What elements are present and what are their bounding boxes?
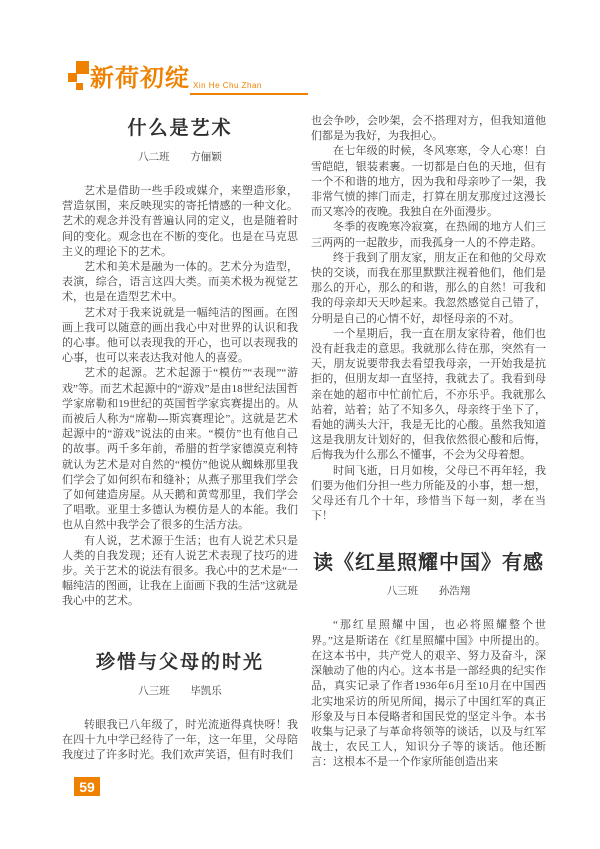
article-paragraph: 时间飞逝，日月如梭，父母已不再年轻，我们要为他们分担一些力所能及的小事，想一想，父母还有几个十年，珍惜当下每一刻，孝在当下！ (311, 464, 546, 523)
magazine-logo-subtitle: Xin He Chu Zhan (193, 81, 262, 90)
logo-squares-icon (68, 60, 90, 92)
logo-underline (190, 93, 308, 95)
article-paragraph: 转眼我已八年级了，时光流逝得真快呀！我在四十九中学已经待了一年，这一年里，父母陪我度过了许多时光。我们欢声笑语，但有时我们 (62, 719, 298, 762)
article-byline (62, 685, 298, 699)
article-paragraph: 终于我到了朋友家，朋友正在和他的父母欢快的交谈，而我在那里默默注视着他们，他们是那么的开心，那么的和谐，那么的自然！可我和我的母亲却天天吵起来。我忽然感觉自己错了，分明是自己的心情不好，却怪母亲的不对。 (311, 251, 546, 325)
article-byline (62, 151, 298, 165)
author-class: 八三班 (386, 586, 419, 598)
article-byline (311, 585, 546, 599)
logo-square-large (76, 61, 89, 74)
article-paragraph: 有人说，艺术源于生活；也有人说艺术只是人类的自我发现；还有人说艺术表现了技巧的进步。关于艺术的说法有很多。我心中的艺术是“一幅纯洁的图画，让我在上面画下我的生活”这就是我心中的艺术。 (62, 534, 298, 608)
article-paragraph: 在七年级的时候，冬风寒寒，令人心寒！白雪皑皑，银装素裹。一切都是白色的天地，但有一个不和谐的地方，因为我和母亲吵了一架，我非常气愤的摔门而走，打算在朋友那度过这漫长而又寒冷的夜晚。我独自在外面漫步。 (311, 145, 546, 219)
logo-square-small (76, 83, 83, 90)
article-paragraph: 一个星期后，我一直在朋友家待着，他们也没有赶我走的意思。我就那么待在那，突然有一天，朋友说要带我去看望我母亲，一开始我是抗拒的，但朋友却一直坚持，我就去了。我看到母亲在她的超市中忙前忙后，不亦乐乎。我就那么站着，站着；站了不知多久，母亲终于坐下了，看她的满头大汗，我是无比的心酸。虽然我知道这是我朋友计划好的，但我依然很心酸和后悔，后悔我为什么那么不懂事，不会为父母着想。 (311, 327, 546, 462)
article-cherish-time-continued (311, 114, 546, 524)
page-number-badge (74, 777, 100, 796)
article-what-is-art (62, 116, 298, 610)
author-name: 毕凯乐 (190, 686, 222, 697)
article-cherish-time (62, 650, 298, 764)
article-paragraph: 艺术对于我来说就是一幅纯洁的图画。在图画上我可以随意的画出我心中对世界的认识和我的心事。他可以表现我的开心，也可以表现我的心事，也可以来表达我对他人的喜爱。 (62, 306, 298, 365)
article-title: 读《红星照耀中国》有感 (313, 552, 544, 575)
left-column (62, 116, 298, 610)
article-red-star (311, 550, 546, 770)
article-paragraph: 冬季的夜晚寒冷寂寞，在热闹的地方人们三三两两的一起散步，而我孤身一人的不停走路。 (311, 221, 546, 249)
author-class: 八二班 (138, 152, 170, 163)
article-paragraph: 也会争吵，会吵架，会不搭理对方，但我知道他们都是为我好，为我担心。 (311, 115, 546, 143)
article-paragraph: 艺术的起源。艺术起源于“模仿”“表现”“游戏”等。而艺术起源中的“游戏”是由18世纪法国哲学家席勒和19世纪的英国哲学家宾赛提出的。从而被后人称为“席勒---斯宾赛理论”。这就是艺术起源中的“游戏”说法的由来。“模仿”也有他自己的故事。两千多年前，希腊的哲学家德漠克利特就认为艺术是对自然的“模仿”他说从蜘蛛那里我们学会了如何织布和缝补；从燕子那里我们学会了如何建造房屋。从天鹅和黄莺那里，我们学会了唱歌。亚里士多德认为模仿是人的本能。我们也从自然中我学会了很多的生活方法。 (62, 367, 298, 532)
author-class: 八三班 (138, 686, 170, 697)
article-paragraph: 艺术和美术是融为一体的。艺术分为造型，表演，综合，语言这四大类。而美术极为视觉艺术，也是在造型艺术中。 (62, 261, 298, 304)
article-paragraph: 艺术是借助一些手段或媒介，来塑造形象，营造氛围，来反映现实的寄托情感的一种文化。艺术的观念并没有普遍认同的定义，也是随着时间的变化。观念也在不断的变化。也是在马克思主义的理论下的艺术。 (62, 185, 298, 258)
page-number: 59 (79, 778, 95, 795)
article-title: 珍惜与父母的时光 (95, 652, 264, 673)
article-paragraph: “那红星照耀中国，也必将照耀整个世界。”这是斯诺在《红星照耀中国》中所提出的。在这本书中，共产党人的艰辛、努力及奋斗，深深触动了他的内心。这本书是一部经典的纪实作品，真实记录了作者1936年6月至10月在中国西北实地采访的所见所闻，揭示了中国红军的真正形象及与日本侵略者和国民党的坚定斗争。本书收集与记录了与革命将领等的谈话，以及与红军战士，农民工人，知识分子等的谈话。他还断言：这根本不是一个作家所能创造出来 (311, 619, 546, 769)
logo-square-medium (68, 73, 77, 82)
author-name: 孙浩翔 (438, 586, 471, 598)
right-column (311, 114, 546, 771)
magazine-logo-title: 新荷初绽 (90, 65, 190, 92)
article-title: 什么是艺术 (127, 118, 233, 139)
author-name: 方俪颖 (190, 152, 222, 163)
